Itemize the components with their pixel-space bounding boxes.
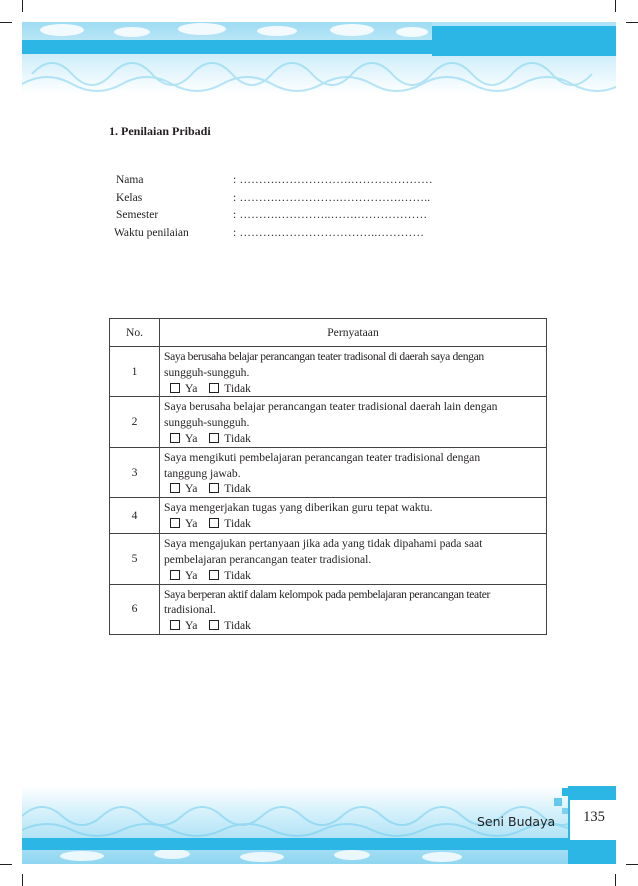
option-no[interactable] <box>209 381 251 397</box>
checkbox-icon[interactable] <box>209 483 219 493</box>
table-row <box>110 447 547 497</box>
table-header-row <box>110 319 547 347</box>
option-label: Ya <box>185 568 198 582</box>
crop-mark <box>626 864 638 865</box>
row-number: 6 <box>110 584 160 634</box>
option-label: Ya <box>185 482 198 496</box>
crop-mark <box>22 0 23 12</box>
identity-value-field: : ……….…………..…….……………… <box>233 209 428 222</box>
answer-options <box>164 516 542 532</box>
checkbox-icon[interactable] <box>170 433 180 443</box>
option-label: Ya <box>185 431 198 445</box>
row-number: 5 <box>110 534 160 584</box>
answer-options <box>164 381 542 397</box>
row-number: 3 <box>110 447 160 497</box>
option-label: Tidak <box>224 619 251 633</box>
statement-text: Saya mengikuti pembelajaran perancangan teater tradisional dengan <box>164 450 481 464</box>
table-row <box>110 397 547 447</box>
statement-text: tanggung jawab. <box>164 466 241 480</box>
answer-options <box>164 568 542 584</box>
statement-text: Saya berusaha belajar perancangan teater tradisonal di daerah saya dengan <box>164 350 484 363</box>
header-decoration <box>22 22 616 94</box>
option-yes[interactable] <box>170 618 197 634</box>
book-title: Seni Budaya <box>477 814 556 829</box>
checkbox-icon[interactable] <box>170 518 180 528</box>
identity-value-field: : ……….……………………..………… <box>233 227 425 240</box>
option-no[interactable] <box>209 431 251 447</box>
checkbox-icon[interactable] <box>209 620 219 630</box>
row-number: 1 <box>110 347 160 397</box>
statement-text: sungguh-sungguh. <box>164 365 250 379</box>
crop-mark <box>0 22 12 23</box>
checkbox-icon[interactable] <box>209 433 219 443</box>
answer-options <box>164 618 542 634</box>
option-label: Tidak <box>224 431 251 445</box>
option-no[interactable] <box>209 481 251 497</box>
statement-text: Saya berusaha belajar perancangan teater tradisional daerah lain dengan <box>164 400 498 414</box>
option-label: Tidak <box>224 381 251 395</box>
crop-mark <box>626 22 638 23</box>
option-label: Ya <box>185 516 198 530</box>
statement-text: sungguh-sungguh. <box>164 416 250 430</box>
option-label: Ya <box>185 381 198 395</box>
statement-text: Saya mengajukan pertanyaan jika ada yang tidak dipahami pada saat <box>164 537 483 551</box>
statement-cell <box>160 397 547 447</box>
checkbox-icon[interactable] <box>170 620 180 630</box>
checkbox-icon[interactable] <box>209 518 219 528</box>
crop-mark <box>615 0 616 12</box>
checkbox-icon[interactable] <box>170 483 180 493</box>
table-row <box>110 584 547 634</box>
checkbox-icon[interactable] <box>209 570 219 580</box>
answer-options <box>164 481 542 497</box>
option-label: Tidak <box>224 516 251 530</box>
option-no[interactable] <box>209 516 251 532</box>
checkbox-icon[interactable] <box>209 383 219 393</box>
statement-cell <box>160 347 547 397</box>
column-header-number: No. <box>110 319 160 347</box>
identity-label: Waktu penilaian <box>114 227 189 240</box>
statement-cell <box>160 584 547 634</box>
statement-text: Saya berperan aktif dalam kelompok pada pembelajaran perancangan teater <box>164 587 491 601</box>
statement-text: Saya mengerjakan tugas yang diberikan guru tepat waktu. <box>164 501 433 515</box>
row-number: 4 <box>110 498 160 534</box>
page-number: 135 <box>568 800 618 840</box>
crop-mark <box>22 874 23 886</box>
section-title: 1. Penilaian Pribadi <box>109 124 211 138</box>
statement-text: pembelajaran perancangan teater tradisional. <box>164 552 372 566</box>
table-row <box>110 347 547 397</box>
column-header-statement: Pernyataan <box>160 319 547 347</box>
statement-text: tradisional. <box>164 603 216 617</box>
option-yes[interactable] <box>170 381 197 397</box>
crop-mark <box>0 864 12 865</box>
table-row <box>110 534 547 584</box>
option-yes[interactable] <box>170 431 197 447</box>
table-row <box>110 498 547 534</box>
statement-cell <box>160 534 547 584</box>
statement-cell <box>160 447 547 497</box>
identity-value-field: : ……….…………….…………….…….. <box>233 191 431 204</box>
option-yes[interactable] <box>170 568 197 584</box>
option-yes[interactable] <box>170 481 197 497</box>
option-label: Ya <box>185 619 198 633</box>
option-label: Tidak <box>224 482 251 496</box>
identity-label: Semester <box>116 209 159 222</box>
identity-value-field: : ……….……………….………………… <box>233 174 433 186</box>
option-yes[interactable] <box>170 516 197 532</box>
checkbox-icon[interactable] <box>170 570 180 580</box>
option-no[interactable] <box>209 568 251 584</box>
assessment-table <box>109 318 547 635</box>
option-no[interactable] <box>209 618 251 634</box>
row-number: 2 <box>110 397 160 447</box>
crop-mark <box>615 874 616 886</box>
option-label: Tidak <box>224 568 251 582</box>
identity-label: Kelas <box>116 191 143 204</box>
statement-cell <box>160 498 547 534</box>
identity-label: Nama <box>116 174 144 186</box>
checkbox-icon[interactable] <box>170 383 180 393</box>
answer-options <box>164 431 542 447</box>
